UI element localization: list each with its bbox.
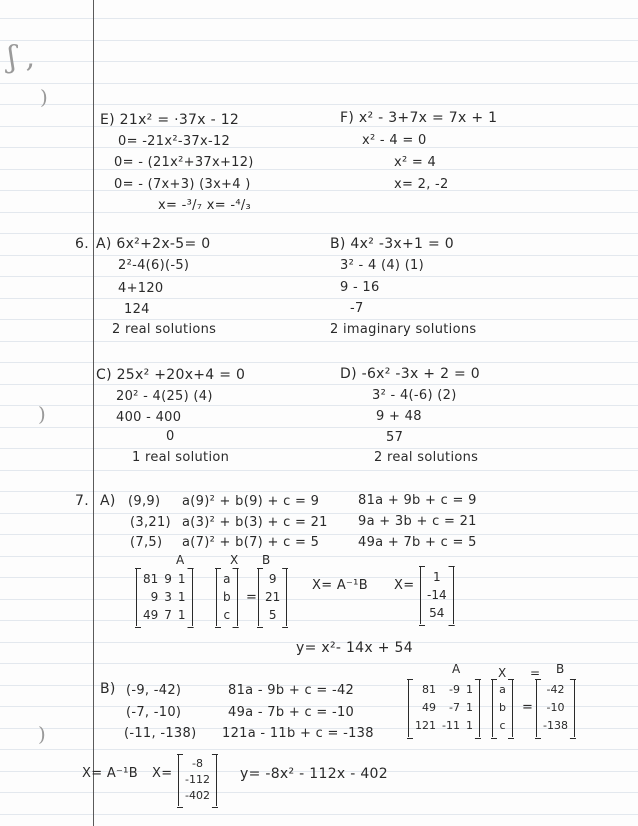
ruled-line: [0, 255, 638, 256]
q7a-solution-vector: [420, 566, 454, 624]
matrix-cell: -112: [185, 773, 210, 786]
q7a-matrix-a: [136, 568, 193, 626]
matrix-cell: -8: [192, 757, 203, 770]
ruled-line: [0, 405, 638, 406]
q6a-line: 2²-4(6)(-5): [118, 258, 190, 273]
matrix-cell: 1: [177, 608, 186, 622]
ruled-line: [0, 233, 638, 234]
part-f-line: x² - 4 = 0: [362, 133, 427, 148]
ruled-line: [0, 104, 638, 105]
matrix-cell: -14: [427, 588, 447, 602]
equation: 81a + 9b + c = 9: [358, 493, 477, 508]
ruled-line: [0, 362, 638, 363]
matrix-cell: a: [499, 683, 506, 696]
q7a-x-label: X=: [394, 578, 415, 593]
q6d-line: D) -6x² -3x + 2 = 0: [340, 366, 481, 382]
ruled-line: [0, 427, 638, 428]
q6b-line: 2 imaginary solutions: [330, 322, 477, 337]
question-number: 7.: [75, 493, 89, 509]
matrix-cell: c: [499, 719, 506, 732]
q7b-vector-b: [536, 679, 575, 737]
matrix-cell: b: [223, 590, 231, 604]
q7b-result: y= -8x² - 112x - 402: [240, 766, 388, 782]
hole-mark: ): [38, 402, 46, 426]
ruled-line: [0, 384, 638, 385]
matrix-cell: 81: [422, 683, 436, 696]
matrix-cell: 3: [164, 590, 172, 604]
part-e-line: E) 21x² = ·37x - 12: [100, 112, 240, 128]
ruled-line: [0, 298, 638, 299]
substitution: a(9)² + b(9) + c = 9: [182, 494, 320, 509]
matrix-cell: -10: [546, 701, 565, 714]
ruled-line: [0, 448, 638, 449]
q7a-result: y= x²- 14x + 54: [296, 640, 413, 656]
matrix-cell: 1: [465, 701, 473, 714]
matrix-cell: b: [499, 701, 506, 714]
equals-sign: =: [522, 700, 534, 715]
part-e-line: 0= -21x²-37x-12: [118, 134, 231, 149]
matrix-cell: -402: [185, 789, 210, 802]
equation: 49a - 7b + c = -10: [228, 705, 355, 720]
q6b-line: 9 - 16: [340, 280, 380, 295]
q6c-line: 20² - 4(25) (4): [116, 389, 213, 404]
matrix-cell: -7: [449, 701, 460, 714]
part-f-line: F) x² - 3+7x = 7x + 1: [340, 110, 498, 126]
q6c-line: 1 real solution: [132, 450, 230, 465]
q7b-formula: X= A⁻¹B: [82, 766, 138, 781]
matrix-cell: -42: [546, 683, 565, 696]
q7b-solution-vector: [178, 754, 217, 806]
point: (-7, -10): [126, 705, 182, 720]
matrix-cell: 7: [164, 608, 172, 622]
part-f-line: x² = 4: [394, 155, 437, 170]
q7a-vector-b: [258, 568, 287, 626]
matrix-cell: 9: [164, 572, 172, 586]
ruled-line: [0, 169, 638, 170]
matrix-b-label: B: [262, 553, 271, 567]
part-e-line: x= -³/₇ x= -⁴/₃: [158, 198, 252, 213]
matrix-a-label: A: [176, 553, 185, 567]
equation: 81a - 9b + c = -42: [228, 683, 355, 698]
part-f-line: x= 2, -2: [394, 177, 449, 192]
matrix-cell: 9: [268, 572, 277, 586]
matrix-x-label: X: [230, 553, 239, 567]
ruled-line: [0, 61, 638, 62]
ruled-line: [0, 276, 638, 277]
q7b-matrix-a: [408, 679, 480, 737]
point: (7,5): [130, 535, 163, 550]
ruled-line: [0, 491, 638, 492]
ruled-line: [0, 18, 638, 19]
q6a-line: A) 6x²+2x-5= 0: [96, 236, 211, 252]
part-e-line: 0= - (7x+3) (3x+4 ): [114, 177, 251, 192]
matrix-cell: 121: [415, 719, 436, 732]
point: (3,21): [130, 515, 171, 530]
ruled-line: [0, 147, 638, 148]
ruled-line: [0, 620, 638, 621]
matrix-cell: -11: [442, 719, 460, 732]
ruled-line: [0, 126, 638, 127]
ruled-line: [0, 319, 638, 320]
matrix-cell: 1: [432, 570, 441, 584]
ruled-line: [0, 556, 638, 557]
matrix-cell: -9: [449, 683, 460, 696]
point: (-11, -138): [124, 726, 197, 741]
ruled-line: [0, 749, 638, 750]
matrix-cell: 21: [265, 590, 281, 604]
matrix-cell: 49: [422, 701, 436, 714]
part-e-line: 0= - (21x²+37x+12): [114, 155, 254, 170]
ruled-line: [0, 599, 638, 600]
q6b-line: 3² - 4 (4) (1): [340, 258, 425, 273]
point: (9,9): [128, 494, 161, 509]
equation: 121a - 11b + c = -138: [222, 726, 374, 741]
ruled-line: [0, 513, 638, 514]
matrix-a-label: A: [452, 662, 461, 676]
matrix-cell: 1: [177, 590, 186, 604]
equation: 9a + 3b + c = 21: [358, 514, 477, 529]
q6d-line: 3² - 4(-6) (2): [372, 388, 457, 403]
substitution: a(7)² + b(7) + c = 5: [182, 535, 320, 550]
q6c-line: 400 - 400: [116, 410, 182, 425]
q6a-line: 124: [124, 302, 150, 317]
matrix-cell: a: [223, 572, 231, 586]
ruled-line: [0, 40, 638, 41]
ruled-line: [0, 190, 638, 191]
matrix-b-label: B: [556, 662, 565, 676]
q6c-line: C) 25x² +20x+4 = 0: [96, 367, 246, 383]
point: (-9, -42): [126, 683, 182, 698]
matrix-cell: 49: [143, 608, 159, 622]
ruled-line: [0, 792, 638, 793]
ruled-line: [0, 470, 638, 471]
ruled-line: [0, 341, 638, 342]
ruled-line: [0, 814, 638, 815]
substitution: a(3)² + b(3) + c = 21: [182, 515, 328, 530]
question-number: 6.: [75, 236, 89, 252]
matrix-cell: -138: [543, 719, 568, 732]
q6d-line: 9 + 48: [376, 409, 422, 424]
q6d-line: 57: [386, 430, 404, 445]
q6a-line: 4+120: [118, 281, 164, 296]
matrix-cell: 1: [465, 719, 473, 732]
equals-sign: =: [246, 590, 258, 605]
ruled-line: [0, 83, 638, 84]
hole-mark: ): [38, 722, 46, 746]
hole-mark: ): [40, 85, 48, 109]
q7a-vector-x: [216, 568, 238, 626]
q6c-line: 0: [166, 429, 175, 444]
margin-line: [93, 0, 94, 826]
matrix-cell: 1: [177, 572, 186, 586]
q7b-x-label: X=: [152, 766, 173, 781]
matrix-cell: 9: [150, 590, 159, 604]
matrix-cell: 81: [143, 572, 159, 586]
matrix-cell: c: [223, 608, 231, 622]
ruled-line: [0, 212, 638, 213]
matrix-cell: 54: [429, 606, 445, 620]
q7b-vector-x: [492, 679, 513, 737]
q6a-line: 2 real solutions: [112, 322, 217, 337]
q7a-label: A): [100, 493, 116, 509]
ruled-line: [0, 663, 638, 664]
q7b-label: B): [100, 681, 116, 697]
q6b-line: B) 4x² -3x+1 = 0: [330, 236, 454, 252]
q7a-formula: X= A⁻¹B: [312, 578, 368, 593]
matrix-cell: 5: [268, 608, 277, 622]
equation: 49a + 7b + c = 5: [358, 535, 477, 550]
matrix-cell: 1: [465, 683, 473, 696]
matrix-x-label: X: [498, 666, 507, 680]
q6d-line: 2 real solutions: [374, 450, 479, 465]
q6b-line: -7: [350, 301, 364, 316]
page-corner-mark: ʃ ,: [8, 40, 36, 75]
label-equals: =: [530, 666, 541, 680]
